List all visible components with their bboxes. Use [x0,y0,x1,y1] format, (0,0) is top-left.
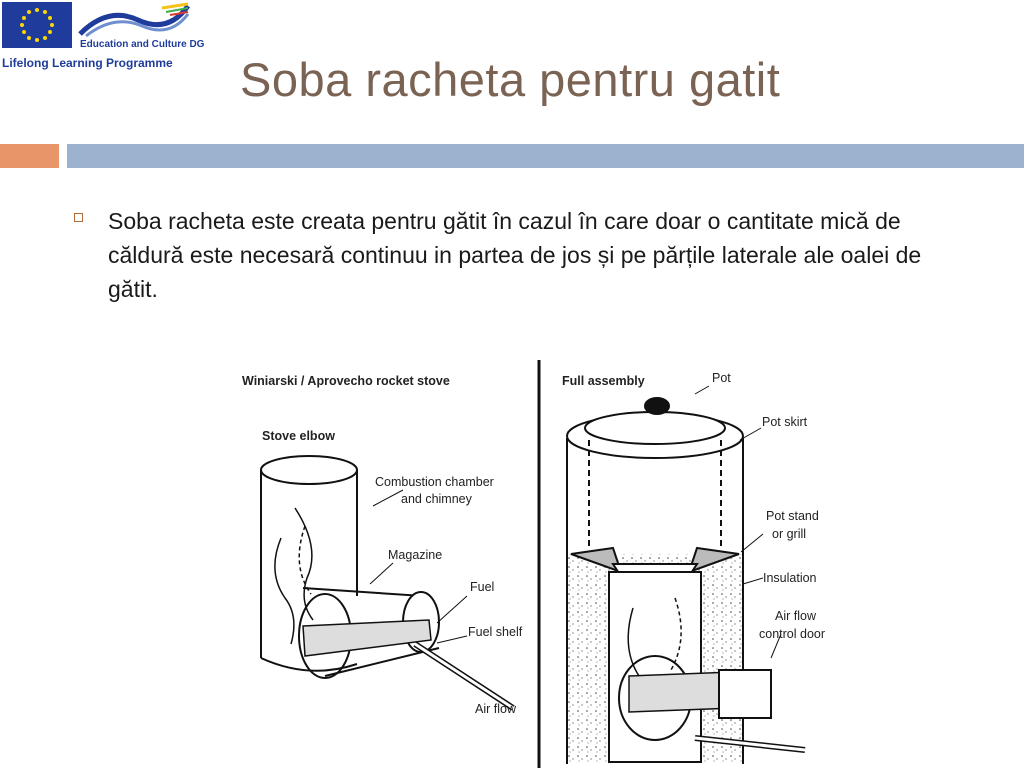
air-flow-right-label: Air flow [775,609,816,623]
bullet-text: Soba racheta este creata pentru gătit în cazul în care doar o cantitate mică de căldură este necesară continuu in partea de jos și pe părțile laterale ale oalei de gătit. [108,208,922,302]
insulation-label: Insulation [763,571,817,585]
accent-bar-blue [67,144,1024,168]
control-door-label: control door [759,627,826,641]
right-figure-title: Full assembly [562,374,645,388]
air-flow-left-label: Air flow [475,702,516,716]
logo-area [0,0,205,76]
org-text: Education and Culture DG [80,39,205,50]
pot-label: Pot [712,371,731,385]
magazine-label: Magazine [388,548,443,562]
pot-skirt-label: Pot skirt [762,415,808,429]
fuel-label: Fuel [470,580,495,594]
square-bullet-icon [74,213,83,222]
pot-stand-label: Pot stand [766,509,819,523]
rocket-stove-diagram [225,358,835,768]
grill-label: or grill [772,527,807,541]
combustion-chamber-label: Combustion chamber [375,475,494,489]
chimney-label: and chimney [401,492,472,506]
education-wave-icon [78,2,190,38]
stove-elbow-label: Stove elbow [262,429,335,443]
programme-text: Lifelong Learning Programme [2,56,173,70]
accent-bar-orange [0,144,59,168]
eu-flag-icon [2,2,72,48]
fuel-shelf-label: Fuel shelf [468,625,523,639]
left-figure-title: Winiarski / Aprovecho rocket stove [242,374,450,388]
slide-title: Soba racheta pentru gatit [240,53,781,106]
